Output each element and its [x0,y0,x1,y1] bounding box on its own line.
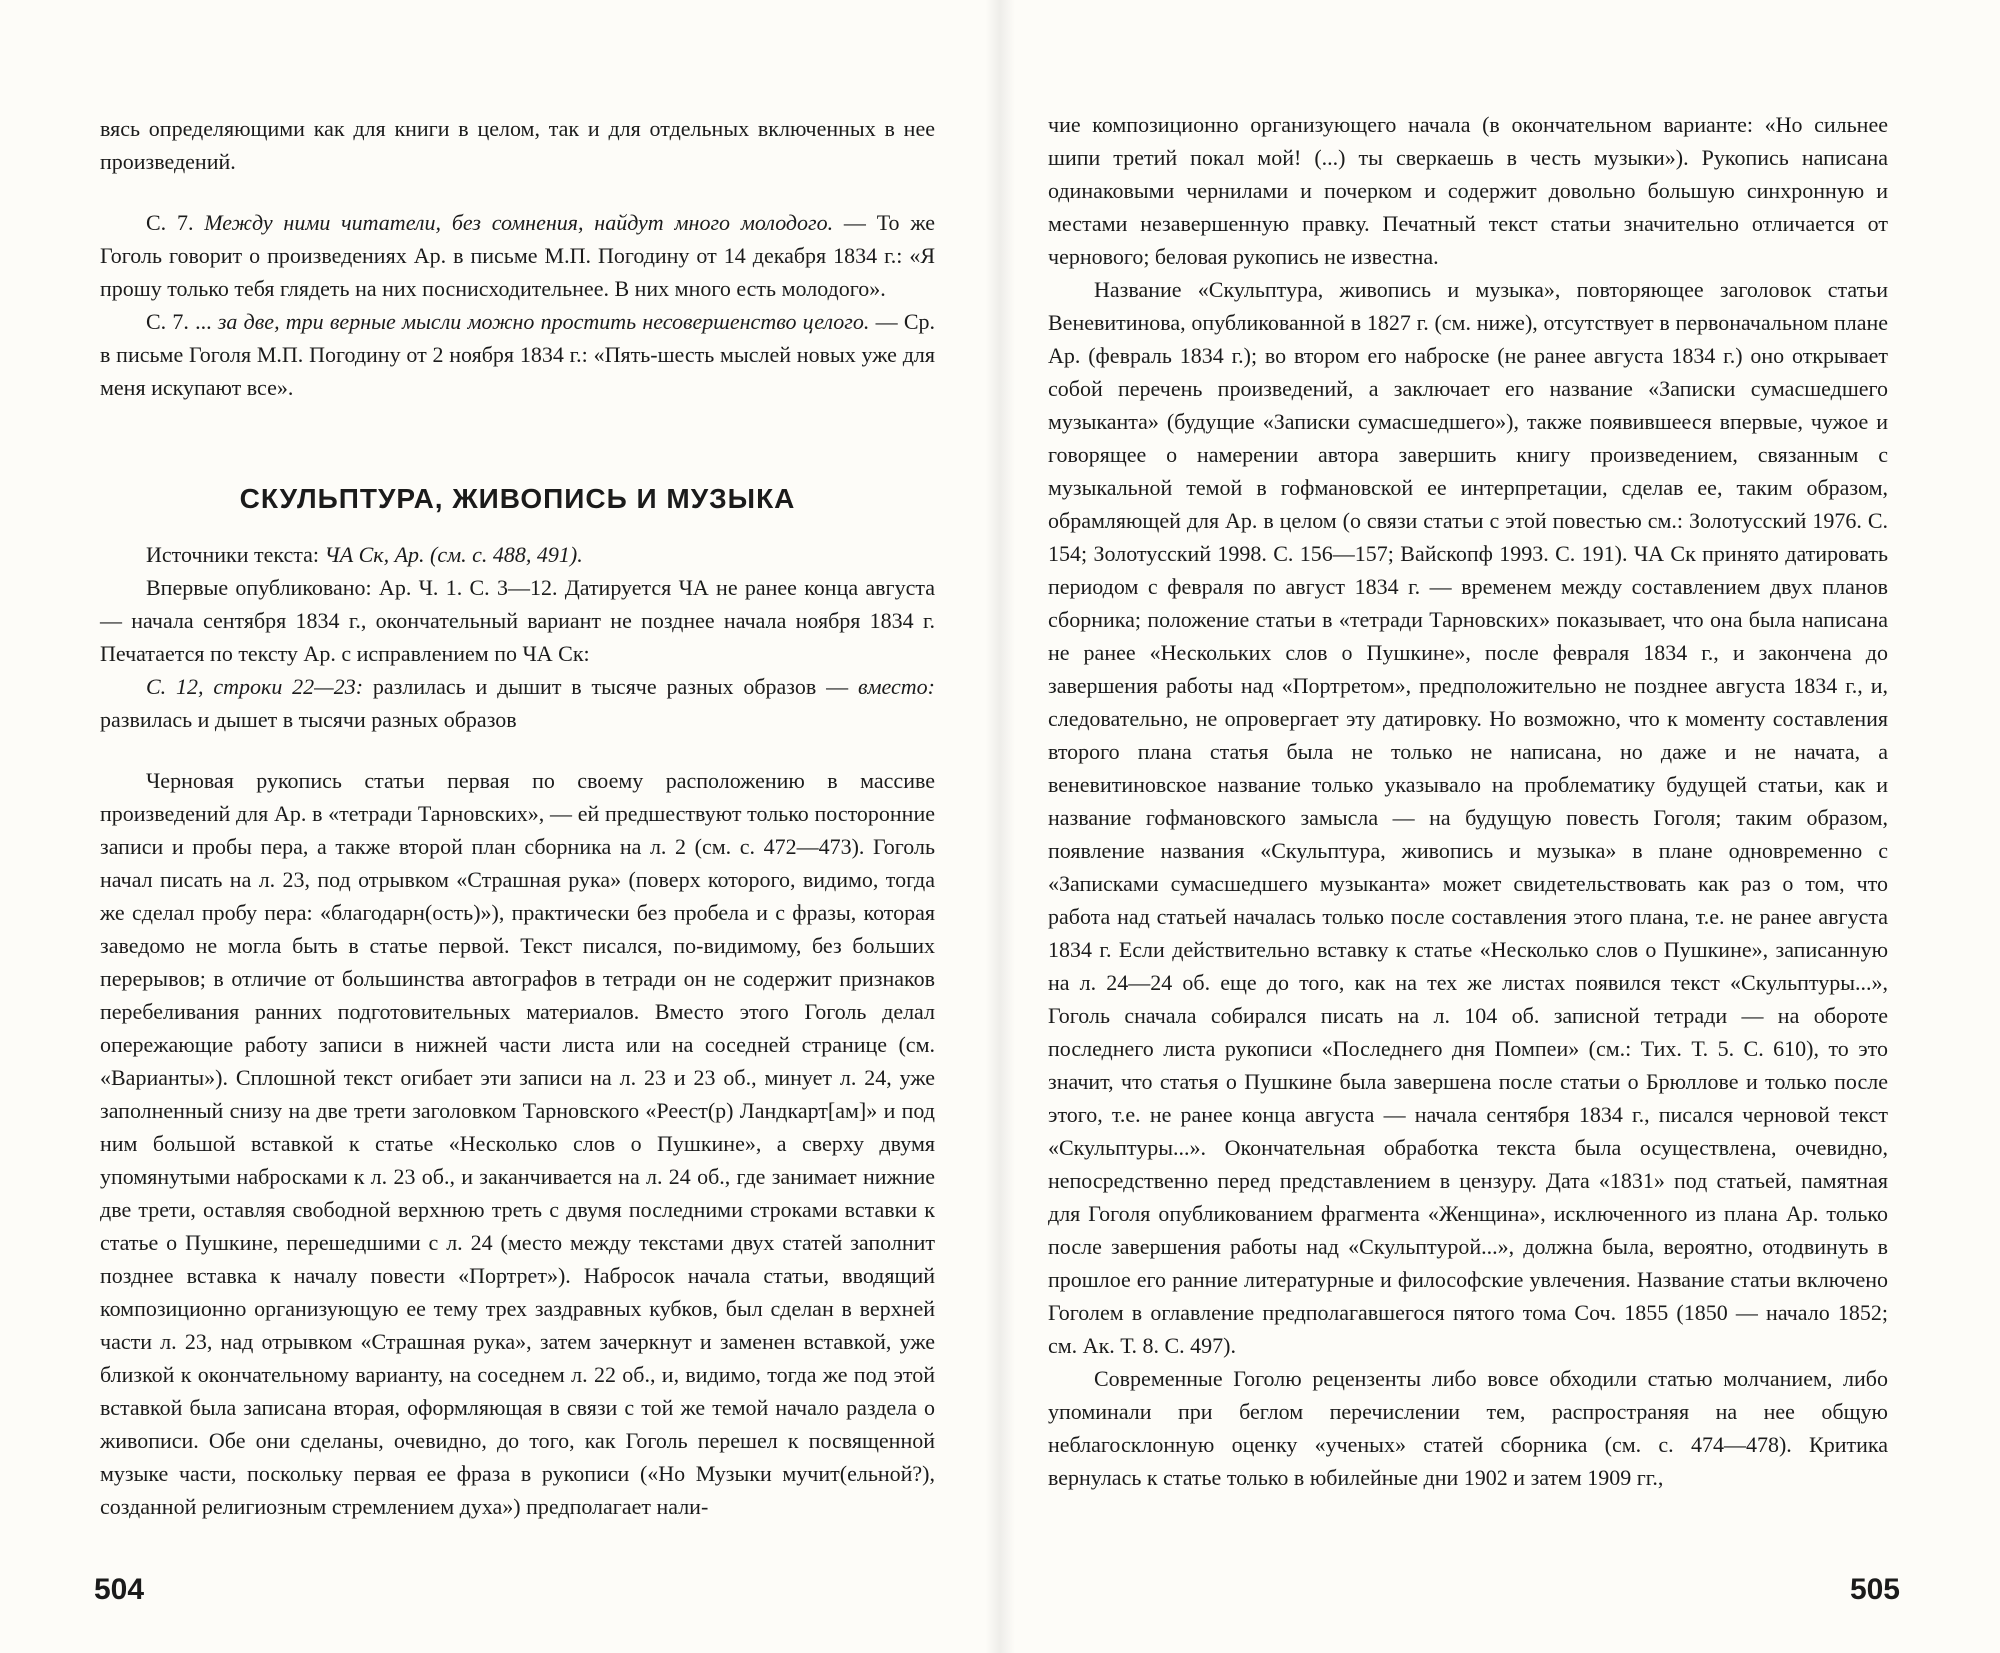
note-ref: С. 7. [146,210,194,235]
note-quote: Между ними читатели, без сомнения, найдут много молодого. [204,210,834,235]
title-history-paragraph: Название «Скульптура, живопись и музыка», повторяющее заголовок статьи Веневитинова, опубликованной в 1827 г. (см. ниже), отсутствует в первоначальном плане Ар. (февраль 1834 г.); во втором его наброске (не ранее августа 1834 г.) оно открывает собой перечень произведений, а заключает его название «Записки сумасшедшего музыканта» (будущие «Записки сумасшедшего»), также появившееся впервые, чужое и говорящее о намерении автора завершить книгу произведением, связанным с музыкальной темой в гофмановской ее интерпретации, сделав ее, таким образом, обрамляющей для Ар. в целом (о связи статьи с этой повестью см.: Золотусский 1976. С. 154; Золотусский 1998. С. 156—157; Вайскопф 1993. С. 191). ЧА Ск принято датировать периодом с февраля по август 1834 г. — временем между составлением двух планов сборника; положение статьи в «тетради Тарновских» показывает, что она была написана не ранее «Нескольких слов о Пушкине», после февраля 1834 г., и закончена до завершения работы над «Портретом», предположительно не позднее августа 1834 г., и, следовательно, не опровергает эту датировку. Но возможно, что к моменту составления второго плана статья была не только не написана, но даже и не начата, а веневитиновское название только указывало на проблематику будущей статьи, как и название гофмановского замысла — на будущую повесть Гоголя; таким образом, появление названия «Скульптура, живопись и музыка» в плане одновременно с «Записками сумасшедшего музыканта» может свидетельствовать как раз о том, что работа над статьей началась только после составления этого плана, т.е. не ранее августа 1834 г. Если действительно вставку к статье «Несколько слов о Пушкине», записанную на л. 24—24 об. еще до того, как на тех же листах появился текст «Скульптуры...», Гоголь сначала собирался писать на л. 104 об. записной тетради — на обороте последнего листа рукописи «Последнего дня Помпеи» (см.: Тих. Т. 5. С. 610), то это значит, что статья о Пушкине была завершена после статьи о Брюллове и только после этого, т.е. не ранее конца августа — начала сентября 1834 г., писался черновой текст «Скульптуры...». Окончательная обработка текста была осуществлена, очевидно, непосредственно перед представлением в цензуру. Дата «1831» под статьей, памятная для Гоголя опубликованием фрагмента «Женщина», исключенного из плана Ар. только после завершения работы над «Скульптурой...», должна была, вероятно, отодвинуть в прошлое его ранние литературные и философские увлечения. Название статьи включено Гоголем в оглавление предполагавшегося пятого тома Соч. 1855 (1850 — начало 1852; см. Ак. Т. 8. С. 497). [1048,277,1888,1358]
correction-ref: С. 12, строки 22—23: [146,674,364,699]
note-text: — То же Гоголь говорит о произведениях Ар. в письме М.П. Погодину от 14 декабря 1834 г.: «Я прошу только тебя глядеть на них поснисходительнее. В них много есть молодого». [100,210,935,301]
note-quote: за две, три верные мысли можно простить несовершенство целого. [217,309,870,334]
note-page7-first [100,206,935,305]
page-number: 505 [1849,1573,1900,1606]
sources-label: Источники текста: [146,542,320,567]
note-ref: С. 7. ... [146,309,212,334]
correction-instead: вместо: [857,674,936,699]
sources-line [100,538,935,571]
publication-info: Впервые опубликовано: Ар. Ч. 1. С. 3—12. Датируется ЧА не ранее конца августа — начала сентября 1834 г., окончательный вариант не позднее начала ноября 1834 г. Печатается по тексту Ар. с исправлением по ЧА Ск: [100,575,935,666]
section-heading: СКУЛЬПТУРА, ЖИВОПИСЬ И МУЗЫКА [239,483,796,514]
correction-line [100,670,935,736]
correction-old: развилась и дышет в тысячи разных образов [100,707,517,732]
right-continuation-paragraph: чие композиционно организующего начала (в окончательном варианте: «Но сильнее шипи третий покал мой! (...) ты сверкаешь в честь музыки»). Рукопись написана одинаковыми чернилами и почерком и содержит довольно большую синхронную и местами незавершенную правку. Печатный текст статьи значительно отличается от чернового; беловая рукопись не известна. [1048,112,1888,269]
reception-paragraph: Современные Гоголю рецензенты либо вовсе обходили статью молчанием, либо упоминали при беглом перечислении тем, распространяя на нее общую неблагосклонную оценку «ученых» статей сборника (см. с. 474—478). Критика вернулась к статье только в юбилейные дни 1902 и затем 1909 гг., [1048,1366,1888,1490]
left-text-column [100,112,935,1523]
page-number: 504 [94,1573,145,1606]
note-text: — Ср. в письме Гоголя М.П. Погодину от 2 ноября 1834 г.: «Пять-шесть мыслей новых уже для меня искупают все». [100,309,935,400]
manuscript-description: Черновая рукопись статьи первая по своему расположению в массиве произведений для Ар. в «тетради Тарновских», — ей предшествуют только посторонние записи и пробы пера, а также второй план сборника на л. 2 (см. с. 472—473). Гоголь начал писать на л. 23, под отрывком «Страшная рука» (поверх которого, видимо, тогда же сделал пробу пера: «благодарн(ость)»), практически без пробела и с фразы, которая заведомо не могла быть в статье первой. Текст писался, по-видимому, без больших перерывов; в отличие от большинства автографов в тетради он не содержит признаков перебеливания ранних подготовительных материалов. Вместо этого Гоголь делал опережающие работу записи в нижней части листа или на соседней странице (см. «Варианты»). Сплошной текст огибает эти записи на л. 23 и 23 об., минует л. 24, уже заполненный снизу на две трети заголовком Тарновского «Реест(р) Ландкарт[ам]» и под ним большой вставкой к статье «Несколько слов о Пушкине», а сверху двумя упомянутыми набросками к л. 23 об., и заканчивается на л. 24 об., где занимает нижние две трети, оставляя свободной верхнюю треть с двумя последними строками вставки к статье о Пушкине, перешедшими с л. 24 (место между текстами двух статей заполнит позднее вставка к началу повести «Портрет»). Набросок начала статьи, вводящий композиционно организующую ее тему трех заздравных кубков, был сделан в верхней части л. 23, над отрывком «Страшная рука», затем зачеркнут и заменен вставкой, уже близкой к окончательному варианту, на соседнем л. 22 об., и, видимо, тогда же под этой вставкой была записана вторая, оформляющая в связи с той же темой начало раздела о живописи. Обе они сделаны, очевидно, до того, как Гоголь перешел к посвященной музыке части, поскольку первая ее фраза в рукописи («Но Музыки мучит(ельной?), созданной религиозным стремлением духа») предполагает нали- [100,768,935,1519]
right-text-column [1048,108,1888,1494]
sources-value: ЧА Ск, Ар. (см. с. 488, 491). [324,542,583,567]
correction-text: разлилась и дышит в тысяче разных образов — [372,674,849,699]
right-page [1000,0,2000,1653]
note-page7-second [100,305,935,404]
left-continuation-paragraph: вясь определяющими как для книги в целом, так и для отдельных включенных в нее произведений. [100,116,935,174]
